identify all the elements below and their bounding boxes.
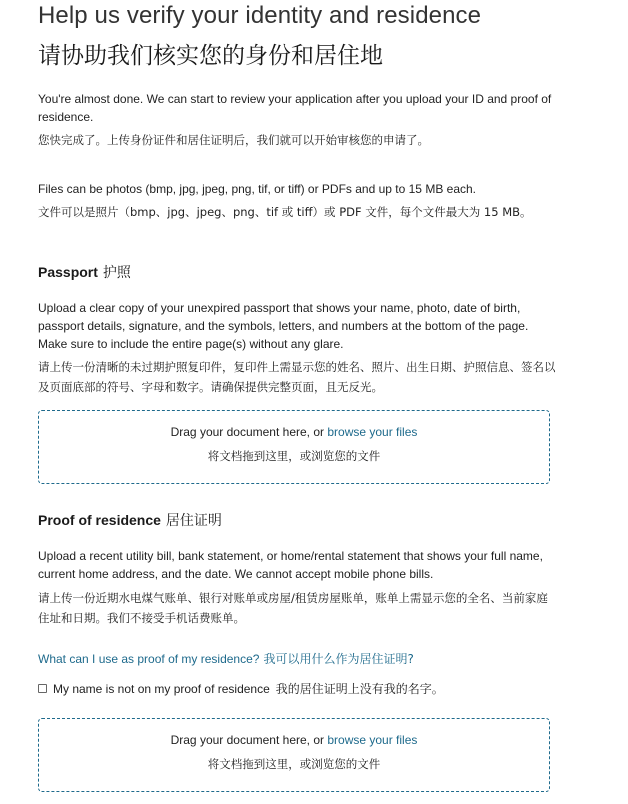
passport-drop-text: Drag your document here, or: [170, 425, 328, 439]
residence-faq-en[interactable]: What can I use as proof of my residence?: [38, 652, 260, 666]
page-title-en: Help us verify your identity and residence: [38, 2, 482, 29]
residence-drop-line: [39, 733, 549, 747]
name-not-on-proof-option[interactable]: [38, 680, 444, 697]
passport-description-en: Upload a clear copy of your unexpired passport that shows your name, photo, date of birth, passport details, signature, and the symbols, letters, and numbers at the bottom of the page. Make sure to include the entire page(s) without any glare.: [38, 301, 529, 351]
residence-drop-text: Drag your document here, or: [170, 733, 328, 747]
file-requirements-zh: 文件可以是照片（bmp、jpg、jpeg、png、tif 或 tiff）或 PDF 文件，每个文件最大为 15 MB。: [38, 205, 532, 219]
residence-drop-text-zh: 将文档拖到这里，或浏览您的文件: [207, 757, 381, 771]
passport-drop-line: [39, 425, 549, 439]
name-not-on-proof-label-en[interactable]: My name is not on my proof of residence: [53, 681, 270, 696]
passport-section-title: [38, 262, 131, 282]
residence-dropzone[interactable]: [38, 718, 550, 792]
passport-title-en: Passport: [38, 264, 98, 280]
residence-title-zh: 居住证明: [165, 513, 222, 529]
passport-dropzone[interactable]: [38, 410, 550, 484]
name-not-on-proof-checkbox[interactable]: [38, 684, 47, 693]
page-title-zh: 请协助我们核实您的身份和居住地: [38, 43, 383, 69]
residence-browse-link[interactable]: browse your files: [327, 733, 418, 747]
passport-browse-link[interactable]: browse your files: [327, 425, 418, 439]
residence-description-zh: 请上传一份近期水电煤气账单、银行对账单或房屋/租赁房屋账单，账单上需显示您的全名、当前家庭住址和日期。我们不接受手机话费账单。: [38, 591, 548, 625]
passport-title-zh: 护照: [102, 265, 131, 281]
passport-description-zh: 请上传一份清晰的未过期护照复印件，复印件上需显示您的姓名、照片、出生日期、护照信息、签名以及页面底部的符号、字母和数字。请确保提供完整页面，且无反光。: [38, 360, 556, 394]
residence-title-en: Proof of residence: [38, 512, 161, 528]
residence-faq-zh[interactable]: 我可以用什么作为居住证明?: [263, 652, 414, 666]
intro-text-en: You're almost done. We can start to review your application after you upload your ID and proof of residence.: [38, 92, 552, 124]
name-not-on-proof-label-zh[interactable]: 我的居住证明上没有我的名字。: [275, 682, 444, 696]
residence-description-en: Upload a recent utility bill, bank statement, or home/rental statement that shows your full name, current home address, and the date. We cannot accept mobile phone bills.: [38, 549, 543, 581]
residence-section-title: [38, 510, 222, 530]
file-requirements-en: Files can be photos (bmp, jpg, jpeg, png, tif, or tiff) or PDFs and up to 15 MB each.: [38, 182, 477, 196]
passport-drop-text-zh: 将文档拖到这里，或浏览您的文件: [207, 449, 381, 463]
intro-text-zh: 您快完成了。上传身份证件和居住证明后，我们就可以开始审核您的申请了。: [38, 133, 429, 147]
residence-faq-link[interactable]: [38, 650, 414, 667]
